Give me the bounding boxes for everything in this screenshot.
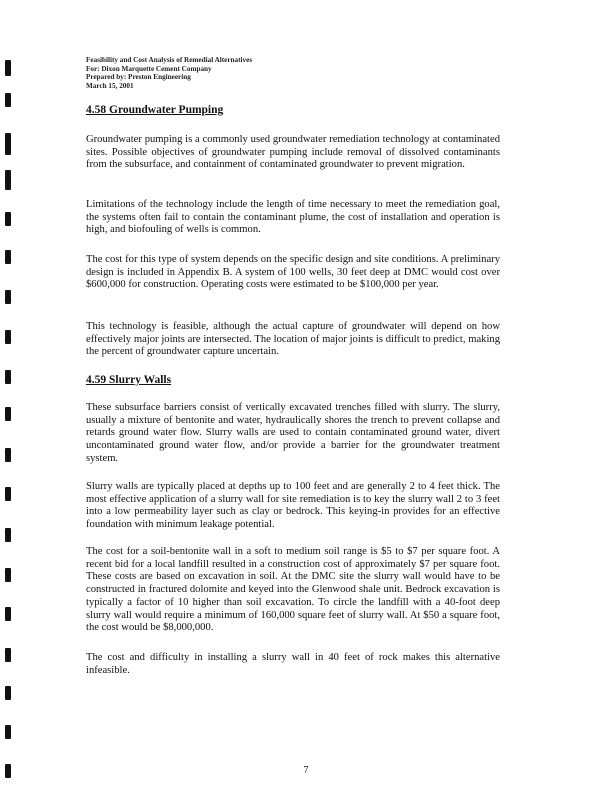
- punch-mark: [5, 212, 11, 226]
- page-number: 7: [303, 765, 309, 776]
- header-date: March 15, 2001: [86, 81, 134, 90]
- header-title: Feasibility and Cost Analysis of Remedial Alternatives: [86, 56, 253, 64]
- punch-mark: [5, 725, 11, 739]
- punch-mark: [5, 330, 11, 344]
- paragraph: This technology is feasible, although the actual capture of groundwater will depend on how effectively major joints are intersected. The location of major joints is difficult to predict, making the percent of groundwater capture uncertain.: [86, 321, 500, 358]
- punch-mark: [5, 568, 11, 582]
- punch-mark: [5, 648, 11, 662]
- section-heading-groundwater-pumping: 4.58 Groundwater Pumping: [86, 104, 224, 116]
- paragraph: The cost for a soil-bentonite wall in a soft to medium soil range is $5 to $7 per square foot. A recent bid for a local landfill resulted in a construction cost of approximately $7 per square foot. These costs are based on excavation in soil. At the DMC site the slurry wall would have to be constructed in fractured dolomite and keyed into the Glenwood shale unit. Bedrock excavation is typically a factor of 10 higher than soil excavation. To circle the landfill with a 40-foot deep slurry wall would require a minimum of 160,000 square feet of slurry wall. At $50 a square foot, the cost would be $8,000,000.: [86, 546, 500, 634]
- punch-mark: [5, 60, 11, 76]
- punch-mark: [5, 407, 11, 421]
- punch-mark: [5, 93, 11, 107]
- punch-mark: [5, 250, 11, 264]
- paragraph: The cost for this type of system depends on the specific design and site conditions. A preliminary design is included in Appendix B. A system of 100 wells, 30 feet deep at DMC would cost over $600,000 for construction. Operating costs were estimated to be $100,000 per year.: [86, 254, 500, 291]
- punch-mark: [5, 290, 11, 304]
- paragraph: These subsurface barriers consist of vertically excavated trenches filled with slurry. The slurry, usually a mixture of bentonite and water, hydraulically shores the trench to prevent collapse and retards ground water flow. Slurry walls are used to contain contaminated ground water, divert uncontaminated ground water flow, and/or provide a barrier for the groundwater treatment system.: [86, 402, 500, 464]
- section-heading-slurry-walls: 4.59 Slurry Walls: [86, 374, 172, 386]
- punch-mark: [5, 370, 11, 384]
- paragraph: Groundwater pumping is a commonly used groundwater remediation technology at contaminated sites. Possible objectives of groundwater pumping include removal of dissolved contaminants from the subsurface, and containment of contaminated groundwater to prevent migration.: [86, 134, 500, 171]
- punch-mark: [5, 170, 11, 190]
- document-header: [86, 56, 252, 90]
- punch-mark: [5, 686, 11, 700]
- paragraph: The cost and difficulty in installing a slurry wall in 40 feet of rock makes this alternative infeasible.: [86, 652, 500, 676]
- punch-mark: [5, 607, 11, 621]
- punch-mark: [5, 487, 11, 501]
- paragraph: Limitations of the technology include the length of time necessary to meet the remediation goal, the systems often fail to contain the contaminant plume, the cost of installation and operation is high, and biofouling of wells is common.: [86, 199, 500, 236]
- header-client: For: Dixon Marquette Cement Company: [86, 64, 212, 73]
- paragraph: Slurry walls are typically placed at depths up to 100 feet and are generally 2 to 4 feet thick. The most effective application of a slurry wall for site remediation is to key the slurry wall 2 to 3 feet into a low permeability layer such as clay or bedrock. This keying-in provides for an effective foundation with minimum leakage potential.: [86, 481, 500, 531]
- punch-mark: [5, 448, 11, 462]
- punch-mark: [5, 528, 11, 542]
- punch-mark: [5, 133, 11, 155]
- header-preparer: Prepared by: Preston Engineering: [86, 73, 191, 82]
